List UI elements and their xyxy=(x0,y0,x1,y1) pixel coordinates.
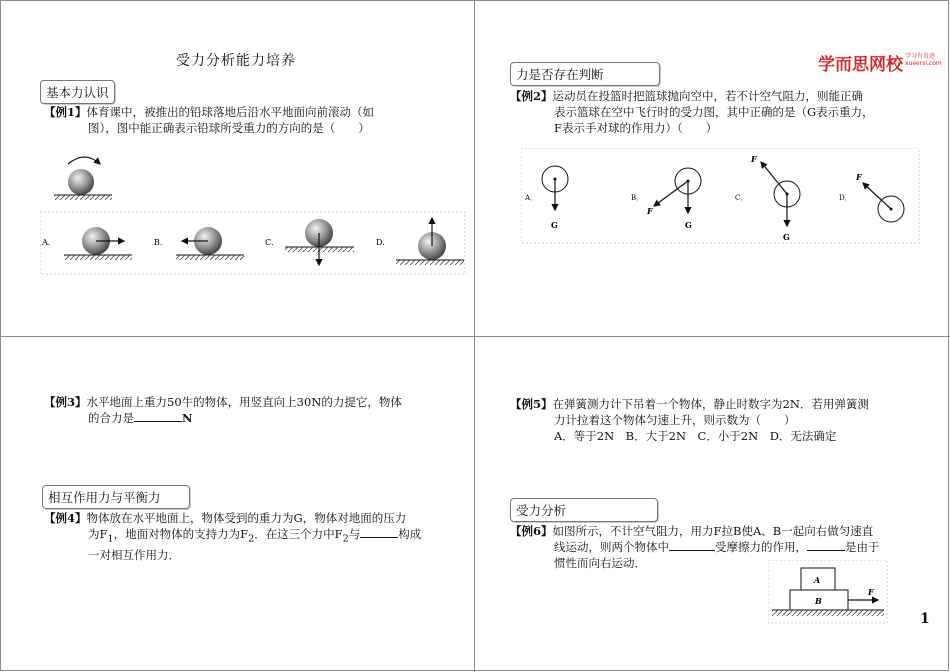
q4-sub1: 1 xyxy=(107,533,114,545)
xueersi-logo: 学而思网校 xyxy=(818,55,903,75)
q1-line1: 体育课中，被推出的铅球落地后沿水平地面向前滚动（如 xyxy=(86,105,375,119)
slide2-basketball-figures xyxy=(521,148,921,244)
option-a-label: A． xyxy=(525,194,538,202)
option-c-forces xyxy=(750,154,800,242)
q1-label: 【例1】 xyxy=(44,105,87,119)
option-a-figure xyxy=(64,227,132,260)
q6-line1: 如图所示，不计空气阻力，用力F拉B使A、B一起向右做匀速直 xyxy=(552,524,874,538)
q6-answer-blank-2 xyxy=(807,539,845,551)
q3-answer-blank xyxy=(134,410,182,422)
option-d-label: D． xyxy=(839,194,852,202)
q3-unit: N xyxy=(182,411,193,425)
q2-line2: 表示篮球在空中飞行时的受力图，其中正确的是（G表示重力， xyxy=(554,105,874,119)
option-c-label: C． xyxy=(265,238,280,247)
q4-text-d: 与 xyxy=(348,527,361,541)
option-b-forces xyxy=(646,168,701,230)
slide1-shotput-figures xyxy=(40,150,470,275)
horizontal-divider xyxy=(0,336,950,337)
slide3-question3 xyxy=(44,394,464,426)
q4-label: 【例4】 xyxy=(44,511,87,525)
q4-text-a: 为F xyxy=(88,527,108,541)
q4-text-c: ．在这三个力中F xyxy=(254,527,343,541)
q6-text-c: 是由于 xyxy=(845,540,880,554)
slide1-title: 受力分析能力培养 xyxy=(176,53,296,69)
slide2-question xyxy=(510,88,930,136)
q5-label: 【例5】 xyxy=(510,397,553,411)
slide4-section-label: 受力分析 xyxy=(510,498,658,522)
q3-label: 【例3】 xyxy=(44,395,87,409)
slide4-question5 xyxy=(510,396,930,444)
q6-answer-blank-1 xyxy=(669,539,715,551)
rolling-ball-figure xyxy=(54,157,112,200)
block-a-label: A xyxy=(814,575,821,585)
q6-text-b: 受摩擦力的作用， xyxy=(715,540,807,554)
q5-line3: A．等于2N B．大于2N C．小于2N D．无法确定 xyxy=(554,429,837,443)
q4-line1: 物体放在水平地面上，物体受到的重力为G，物体对地面的压力 xyxy=(86,511,407,525)
option-d-forces xyxy=(855,172,904,222)
logo-slogan: 学习有奇迹 xyxy=(905,53,936,60)
b-f-label: F xyxy=(647,206,653,216)
option-c-label: C． xyxy=(735,194,748,202)
q5-line1: 在弹簧测力计下吊着一个物体，静止时数字为2N．若用弹簧测 xyxy=(552,397,869,411)
block-b-label: B xyxy=(815,596,822,606)
slide3-section-label: 相互作用力与平衡力 xyxy=(42,485,190,509)
option-a-label: A． xyxy=(42,238,56,247)
q2-line3: F表示手对球的作用力）（ ） xyxy=(554,121,718,135)
q6-label: 【例6】 xyxy=(510,524,553,538)
slide1-section-label: 基本力认识 xyxy=(40,80,115,104)
q4-line3: 一对相互作用力． xyxy=(88,548,180,563)
logo-domain: xueersi.com xyxy=(905,60,942,67)
ground-hatch xyxy=(772,610,884,616)
q6-line3: 惯性而向右运动． xyxy=(554,556,646,570)
q4-answer-blank xyxy=(360,526,398,538)
q1-line2: 图），图中能正确表示铅球所受重力的方向的是（ ） xyxy=(88,121,370,135)
d-f-label: F xyxy=(856,172,862,182)
option-c-figure xyxy=(285,219,354,265)
option-b-label: B． xyxy=(154,238,168,247)
b-g-label: G xyxy=(685,220,692,230)
slide1-question xyxy=(44,104,464,136)
q3-line1: 水平地面上重力50牛的物体，用竖直向上30N的力提它，物体 xyxy=(86,395,402,409)
q6-text-a: 线运动，则两个物体中 xyxy=(554,540,669,554)
slide3-question4 xyxy=(44,510,464,563)
option-d-label: D． xyxy=(376,238,391,247)
q4-text-e: 构成 xyxy=(398,527,422,541)
q2-label: 【例2】 xyxy=(510,89,553,103)
q2-line1: 运动员在投篮时把篮球抛向空中，若不计空气阻力，则能正确 xyxy=(552,89,864,103)
option-d-figure xyxy=(396,218,464,265)
q3-line2-text: 的合力是 xyxy=(88,411,134,425)
q4-text-b: ，地面对物体的支持力为F xyxy=(113,527,249,541)
q4-sub2: 2 xyxy=(248,533,255,545)
option-b-figure xyxy=(176,227,244,260)
slide2-section-label: 力是否存在判断 xyxy=(510,62,660,86)
option-b-label: B． xyxy=(631,194,644,202)
c-f-label: F xyxy=(751,154,757,164)
q4-sub3: 2 xyxy=(342,533,349,545)
force-f-label: F xyxy=(868,587,874,597)
slide4-blocks-figure xyxy=(768,560,888,624)
c-g-label: G xyxy=(783,232,790,242)
option-a-forces xyxy=(542,166,568,230)
a-g-label: G xyxy=(551,220,558,230)
page-number: 1 xyxy=(920,611,930,627)
q5-line2: 力计拉着这个物体匀速上升，则示数为（ ） xyxy=(554,413,796,427)
